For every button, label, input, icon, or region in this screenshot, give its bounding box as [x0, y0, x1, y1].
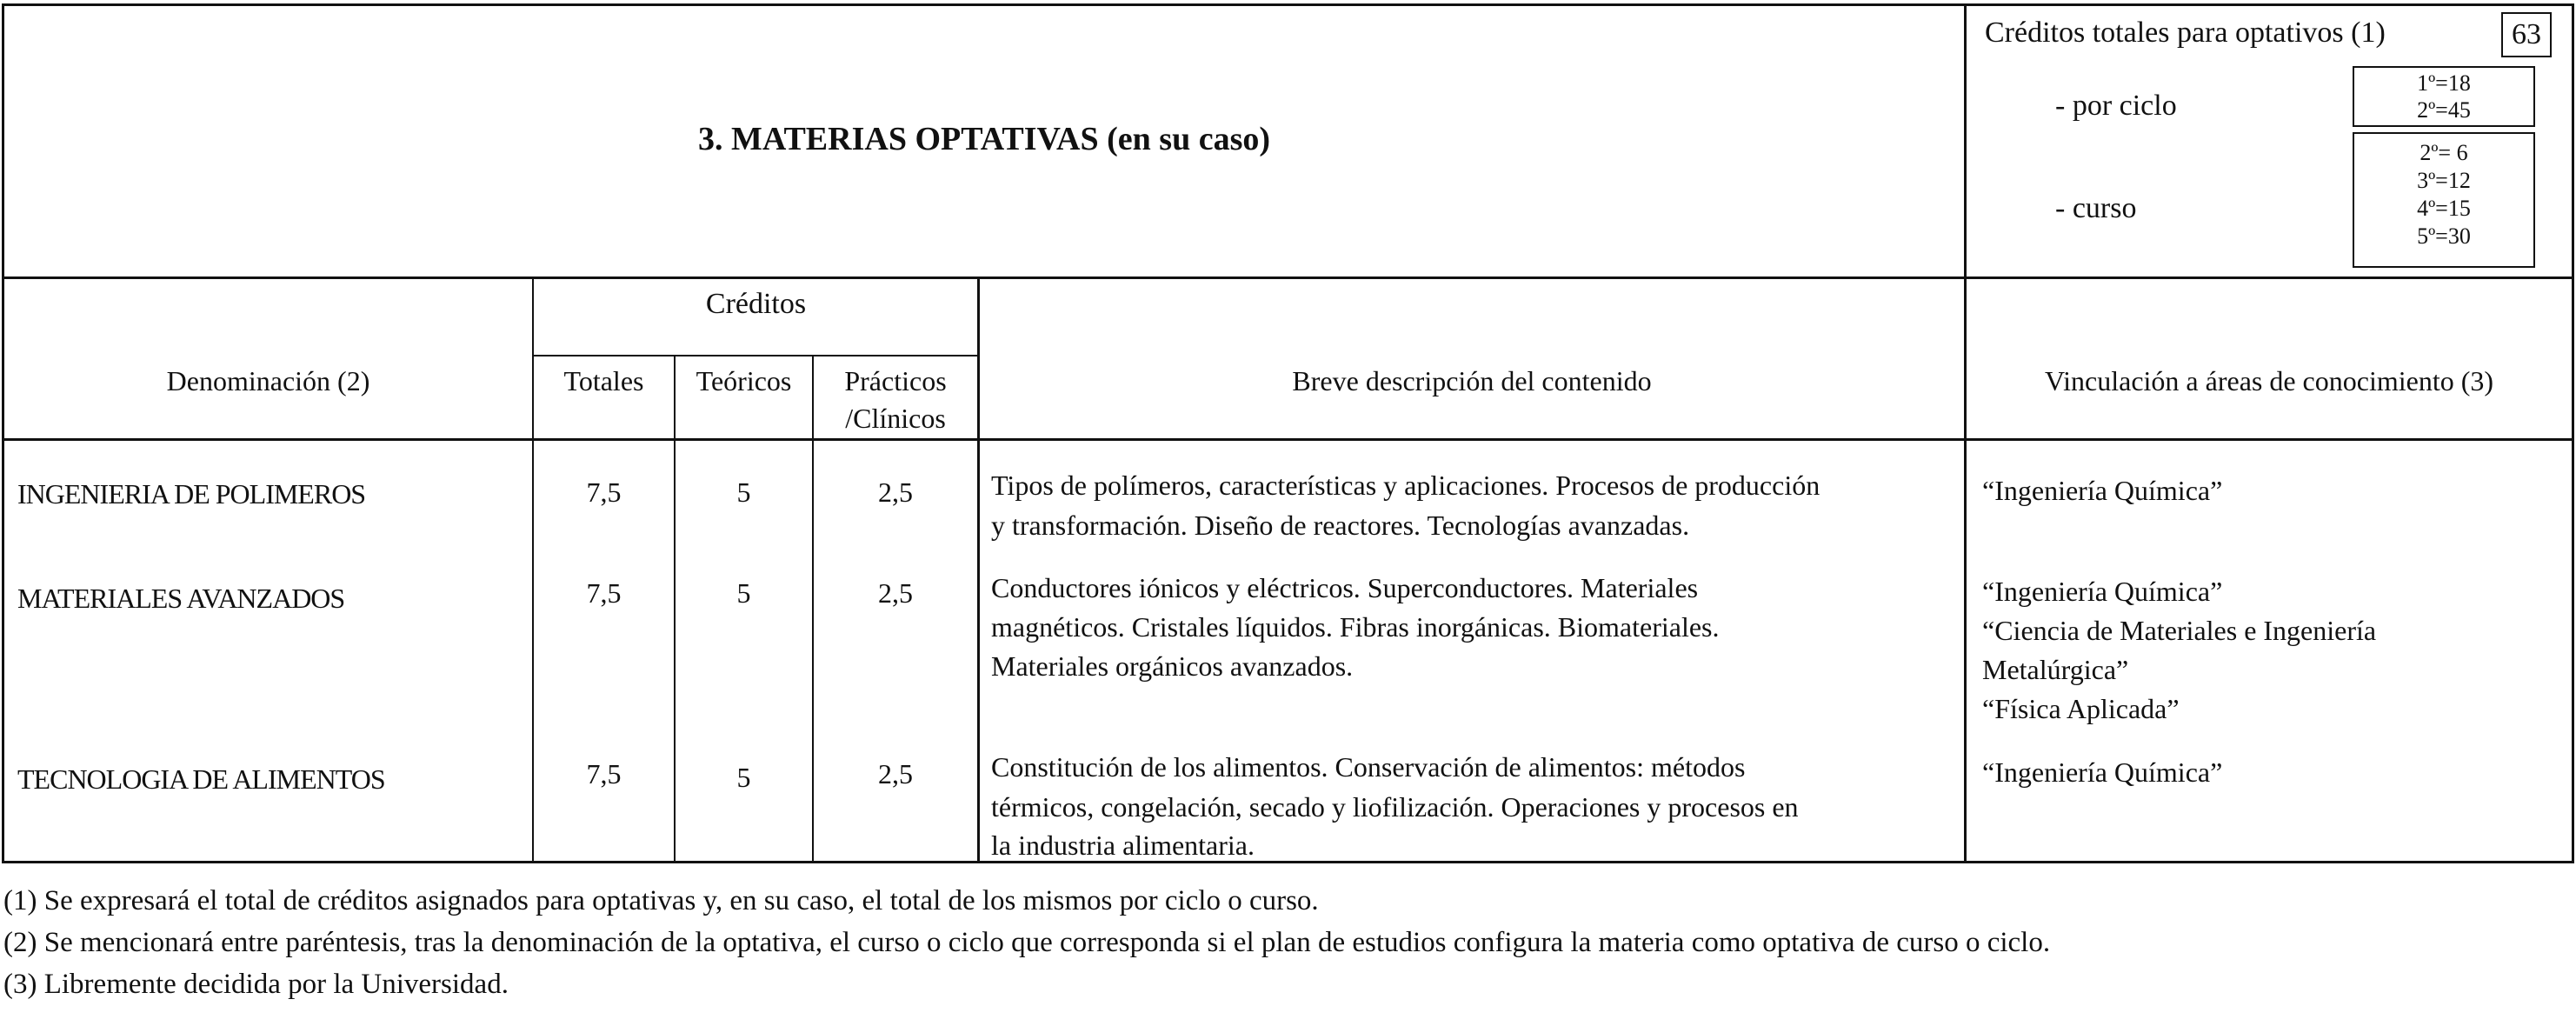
curso-value-2: 3º=12 [2417, 168, 2471, 193]
footnote-2: (2) Se mencionará entre paréntesis, tras la denominación de la optativa, el curso o ciclo que corresponda si el plan de estudios configura la materia como optativa de curso o ciclo. [3, 927, 2051, 958]
col-vinculacion: Vinculación a áreas de conocimiento (3) [2044, 365, 2494, 396]
row-denominacion: MATERIALES AVANZADOS [17, 583, 345, 614]
por-ciclo-value-2: 2º=45 [2417, 97, 2471, 123]
col-practicos: Prácticos [844, 365, 947, 396]
row-teoricos: 5 [736, 577, 751, 609]
col-denominacion: Denominación (2) [166, 365, 370, 396]
row-descripcion-line-3: la industria alimentaria. [991, 829, 1255, 861]
col-teoricos: Teóricos [696, 365, 792, 396]
col-creditos: Créditos [705, 288, 807, 320]
row-teoricos: 5 [736, 476, 751, 508]
por-ciclo-value-1: 1º=18 [2417, 70, 2471, 96]
curso-value-1: 2º= 6 [2420, 140, 2468, 165]
row-practicos: 2,5 [878, 476, 913, 508]
creditos-totales-label: Créditos totales para optativos (1) [1985, 17, 2386, 49]
row-vinculacion-line-3: Metalúrgica” [1982, 654, 2129, 685]
row-descripcion-line-1: Constitución de los alimentos. Conservación de alimentos: métodos [991, 751, 1746, 783]
curso-value-3: 4º=15 [2417, 196, 2471, 221]
footnote-1: (1) Se expresará el total de créditos asignados para optativas y, en su caso, el total de los mismos por ciclo o curso. [3, 885, 1319, 916]
col-descripcion: Breve descripción del contenido [1292, 365, 1652, 396]
row-totales: 7,5 [586, 758, 622, 789]
creditos-totales-box [2501, 12, 2552, 57]
por-ciclo-box [2353, 66, 2535, 127]
footnote-3: (3) Libremente decidida por la Universidad. [3, 969, 509, 1000]
row-descripcion-line-2: magnéticos. Cristales líquidos. Fibras inorgánicas. Biomateriales. [991, 611, 1720, 643]
col-totales: Totales [563, 365, 644, 396]
row-denominacion: INGENIERIA DE POLIMEROS [17, 478, 366, 510]
row-vinculacion-line-1: “Ingeniería Química” [1982, 756, 2223, 788]
row-totales: 7,5 [586, 476, 622, 508]
row-descripcion-line-1: Conductores iónicos y eléctricos. Superconductores. Materiales [991, 572, 1699, 603]
row-totales: 7,5 [586, 577, 622, 609]
curso-label: - curso [2055, 192, 2137, 224]
row-descripcion-line-2: térmicos, congelación, secado y liofilización. Operaciones y procesos en [991, 791, 1799, 823]
row-descripcion-line-1: Tipos de polímeros, características y aplicaciones. Procesos de producción [991, 470, 1821, 501]
row-vinculacion-line-1: “Ingeniería Química” [1982, 576, 2223, 607]
row-teoricos: 5 [736, 762, 751, 793]
row-vinculacion-line-1: “Ingeniería Química” [1982, 475, 2223, 506]
row-practicos: 2,5 [878, 577, 913, 609]
curso-box [2353, 132, 2535, 268]
row-descripcion-line-3: Materiales orgánicos avanzados. [991, 650, 1354, 682]
page-title: 3. MATERIAS OPTATIVAS (en su caso) [697, 121, 1271, 157]
row-descripcion-line-2: y transformación. Diseño de reactores. Tecnologías avanzadas. [991, 510, 1690, 541]
creditos-totales-value: 63 [2512, 18, 2541, 50]
curso-value-4: 5º=30 [2417, 223, 2471, 249]
row-denominacion: TECNOLOGIA DE ALIMENTOS [17, 763, 385, 795]
row-vinculacion-line-2: “Ciencia de Materiales e Ingeniería [1982, 615, 2377, 646]
row-vinculacion-line-4: “Física Aplicada” [1982, 693, 2180, 724]
por-ciclo-label: - por ciclo [2055, 90, 2177, 122]
row-practicos: 2,5 [878, 758, 913, 789]
col-practicos-2: /Clínicos [845, 403, 946, 434]
